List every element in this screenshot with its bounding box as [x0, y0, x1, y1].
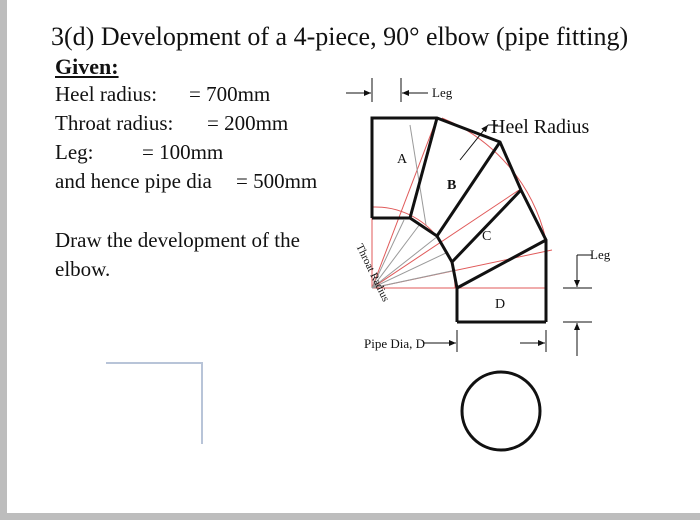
- instruction-line-1: Draw the development of the: [55, 228, 300, 252]
- throat-radius-label: Throat Radius: [353, 242, 392, 304]
- joint-c-d: [457, 240, 546, 288]
- pipe-dia-label: and hence pipe dia: [55, 169, 212, 193]
- piece-label-c: C: [482, 229, 492, 244]
- pipe-dia-dimension: [424, 330, 546, 352]
- leg-value: = 100mm: [142, 140, 224, 164]
- piece-label-d: D: [495, 297, 506, 312]
- given-heading: Given:: [55, 54, 119, 79]
- joint-a-b: [410, 118, 437, 218]
- heel-radius-label: Heel radius:: [55, 82, 158, 106]
- leg-dimension-right: [563, 255, 592, 356]
- throat-radius-value: = 200mm: [207, 111, 289, 135]
- leg-label: Leg:: [55, 140, 94, 164]
- piece-label-a: A: [397, 152, 408, 167]
- leg-dimension-top: [346, 78, 428, 102]
- pipe-dia-value: = 500mm: [236, 169, 318, 193]
- pipe-dia-label: Pipe Dia, D: [364, 336, 426, 351]
- heel-radius-label: Heel Radius: [491, 116, 590, 138]
- leg-top-label: Leg: [432, 85, 453, 100]
- throat-outline: [372, 218, 457, 322]
- pipe-cross-section-circle: [462, 372, 540, 450]
- radial-line-2: [372, 190, 519, 288]
- page-title: 3(d) Development of a 4-piece, 90° elbow (pipe fitting): [51, 22, 629, 51]
- throat-radius-label: Throat radius:: [55, 111, 174, 135]
- piece-label-b: B: [447, 178, 457, 193]
- instruction-line-2: elbow.: [55, 257, 111, 281]
- leg-right-label: Leg: [590, 247, 611, 262]
- heel-radius-value: = 700mm: [189, 82, 271, 106]
- construction-lines: [372, 118, 552, 288]
